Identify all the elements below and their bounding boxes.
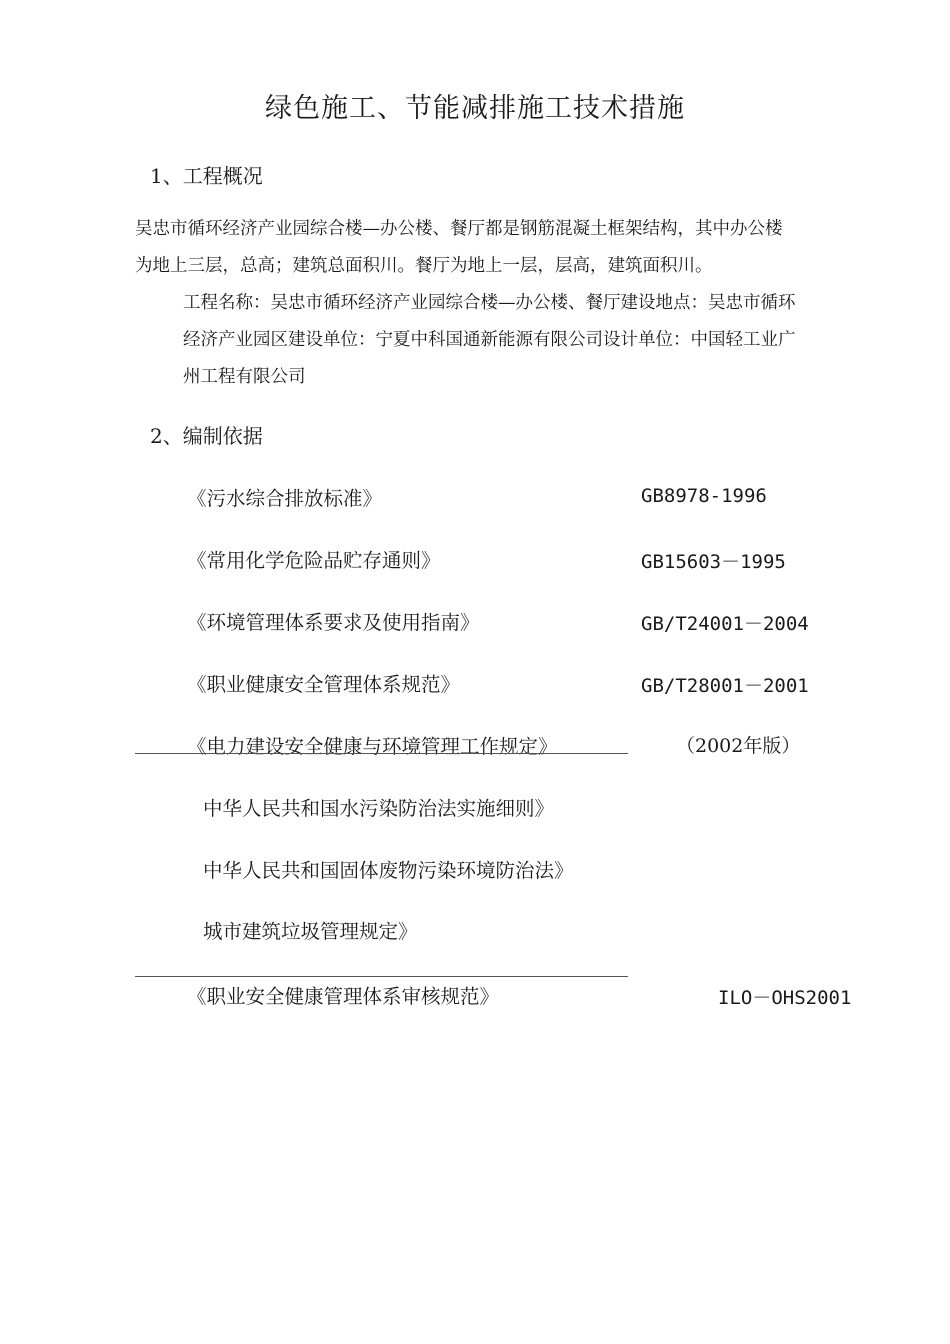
reference-name: 《职业健康安全管理体系规范》 — [187, 673, 461, 696]
project-info-line: 经济产业园区建设单位：宁夏中科国通新能源有限公司设计单位：中国轻工业广 — [183, 330, 796, 350]
reference-code: GB15603－1995 — [641, 551, 786, 573]
underline-rule — [135, 976, 628, 977]
reference-name: 中华人民共和国固体废物污染环境防治法》 — [203, 859, 574, 882]
reference-name: 中华人民共和国水污染防治法实施细则》 — [203, 797, 555, 820]
reference-name: 《环境管理体系要求及使用指南》 — [187, 611, 480, 634]
reference-name: 《污水综合排放标准》 — [187, 487, 383, 510]
document-title: 绿色施工、节能减排施工技术措施 — [265, 93, 685, 124]
overview-paragraph-line: 为地上三层，总高；建筑总面积川。餐厅为地上一层，层高，建筑面积川。 — [135, 256, 713, 276]
section-heading-overview: 1、工程概况 — [150, 164, 263, 188]
reference-name: 《常用化学危险品贮存通则》 — [187, 549, 441, 572]
reference-code: （2002年版） — [676, 735, 801, 757]
project-info-line: 工程名称：吴忠市循环经济产业园综合楼—办公楼、餐厅建设地点：吴忠市循环 — [183, 293, 796, 313]
reference-code: GB8978-1996 — [641, 485, 767, 507]
project-info-line: 州工程有限公司 — [183, 367, 306, 387]
reference-code: ILO－OHS2001 — [718, 987, 852, 1009]
reference-code: GB/T28001－2001 — [641, 675, 809, 697]
reference-code: GB/T24001－2004 — [641, 613, 809, 635]
underline-rule — [135, 753, 628, 754]
reference-name: 《职业安全健康管理体系审核规范》 — [187, 985, 500, 1008]
overview-paragraph-line: 吴忠市循环经济产业园综合楼—办公楼、餐厅都是钢筋混凝土框架结构，其中办公楼 — [135, 219, 783, 239]
reference-name: 城市建筑垃圾管理规定》 — [203, 920, 418, 943]
reference-name: 《电力建设安全健康与环境管理工作规定》 — [187, 735, 558, 758]
section-heading-basis: 2、编制依据 — [150, 424, 263, 448]
